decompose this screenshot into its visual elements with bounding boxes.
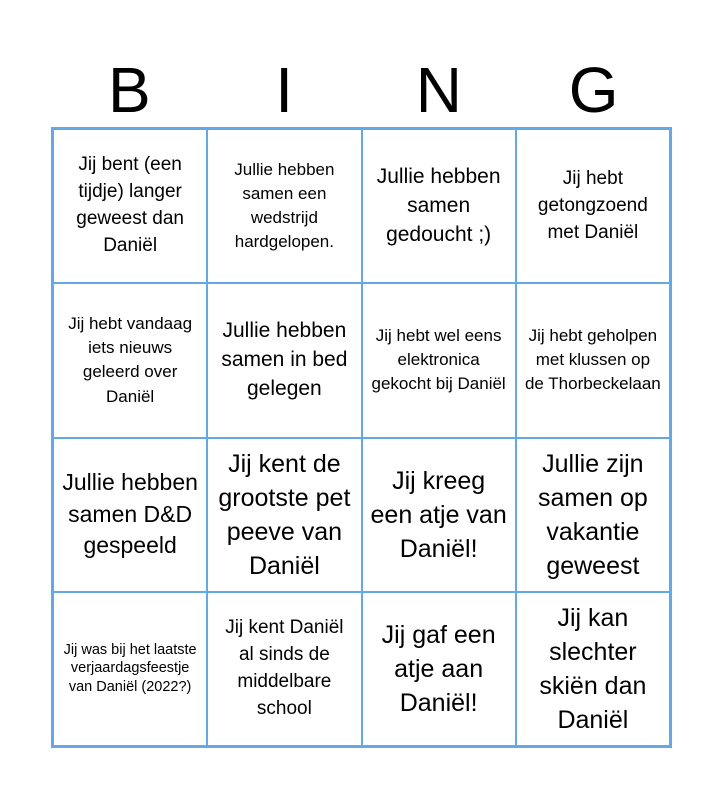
- bingo-cell[interactable]: Jullie zijn samen op vakantie geweest: [516, 438, 670, 592]
- header-letter-n: N: [415, 54, 462, 126]
- header-letter-b: B: [108, 54, 151, 126]
- bingo-cell[interactable]: Jij was bij het laatste verjaardagsfeestje van Daniël (2022?): [53, 592, 207, 746]
- bingo-cell[interactable]: Jij hebt wel eens elektronica gekocht bij Daniël: [362, 283, 516, 437]
- bingo-cell[interactable]: Jullie hebben samen een wedstrijd hardgelopen.: [207, 129, 361, 283]
- bingo-cell[interactable]: Jij hebt getongzoend met Daniël: [516, 129, 670, 283]
- header-letter-g: G: [568, 54, 619, 126]
- bingo-cell[interactable]: Jij hebt geholpen met klussen op de Thorbeckelaan: [516, 283, 670, 437]
- bingo-board: [51, 127, 672, 748]
- bingo-cell[interactable]: Jij hebt vandaag iets nieuws geleerd over Daniël: [53, 283, 207, 437]
- bingo-header: [52, 52, 671, 128]
- bingo-cell[interactable]: Jullie hebben samen D&D gespeeld: [53, 438, 207, 592]
- bingo-cell[interactable]: Jij kan slechter skiën dan Daniël: [516, 592, 670, 746]
- bingo-cell[interactable]: Jij bent (een tijdje) langer geweest dan Daniël: [53, 129, 207, 283]
- bingo-cell[interactable]: Jullie hebben samen in bed gelegen: [207, 283, 361, 437]
- bingo-cell[interactable]: Jij kent de grootste pet peeve van Daniël: [207, 438, 361, 592]
- bingo-cell[interactable]: Jullie hebben samen gedoucht ;): [362, 129, 516, 283]
- bingo-cell[interactable]: Jij gaf een atje aan Daniël!: [362, 592, 516, 746]
- bingo-cell[interactable]: Jij kreeg een atje van Daniël!: [362, 438, 516, 592]
- header-letter-i: I: [275, 54, 294, 126]
- bingo-cell[interactable]: Jij kent Daniël al sinds de middelbare school: [207, 592, 361, 746]
